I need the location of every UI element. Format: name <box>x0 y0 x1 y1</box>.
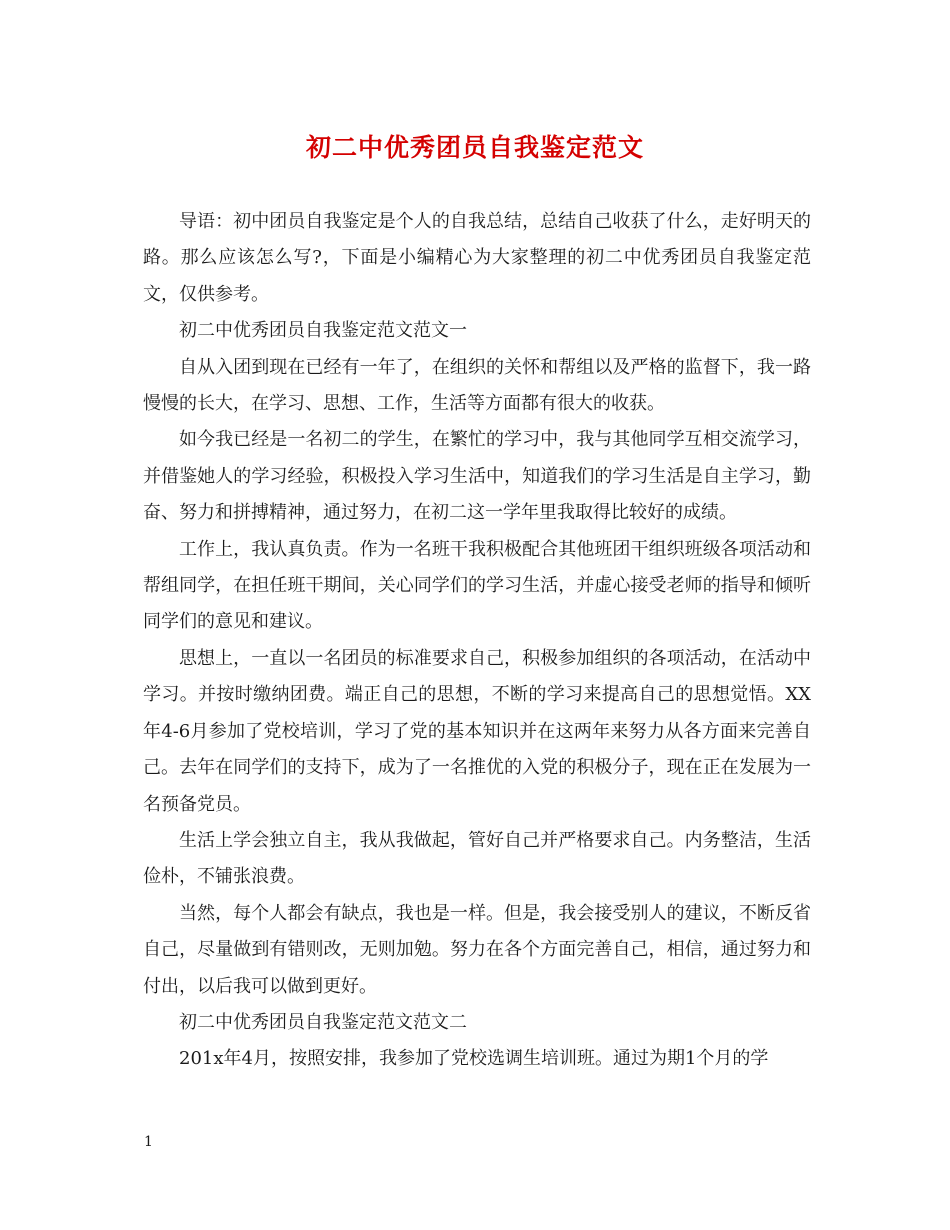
paragraph: 思想上，一直以一名团员的标准要求自己，积极参加组织的各项活动，在活动中学习。并按时缴纳团费。端正自己的思想，不断的学习来提高自己的思想觉悟。XX年4-6月参加了党校培训，学习了党的基本知识并在这两年来努力从各方面来完善自己。去年在同学们的支持下，成为了一名推优的入党的积极分子，现在正在发展为一名预备党员。 <box>143 647 811 815</box>
page-number: 1 <box>144 1134 153 1150</box>
paragraph: 生活上学会独立自主，我从我做起，管好自己并严格要求自己。内务整洁，生活俭朴，不铺张浪费。 <box>143 829 811 888</box>
paragraph: 如今我已经是一名初二的学生，在繁忙的学习中，我与其他同学互相交流学习，并借鉴她人的学习经验，积极投入学习生活中，知道我们的学习生活是自主学习，勤奋、努力和拼搏精神，通过努力，在初二这一学年里我取得比较好的成绩。 <box>143 429 811 524</box>
paragraph: 工作上，我认真负责。作为一名班干我积极配合其他班团干组织班级各项活动和帮组同学，在担任班干期间，关心同学们的学习生活，并虚心接受老师的指导和倾听同学们的意见和建议。 <box>143 538 811 633</box>
paragraph-intro: 导语：初中团员自我鉴定是个人的自我总结，总结自己收获了什么，走好明天的路。那么应该怎么写?，下面是小编精心为大家整理的初二中优秀团员自我鉴定范文，仅供参考。 <box>143 211 811 305</box>
paragraph: 当然，每个人都会有缺点，我也是一样。但是，我会接受别人的建议，不断反省自己，尽量做到有错则改，无则加勉。努力在各个方面完善自己，相信，通过努力和付出，以后我可以做到更好。 <box>143 902 811 997</box>
section-heading-2: 初二中优秀团员自我鉴定范文范文二 <box>179 1011 467 1033</box>
section-heading-1: 初二中优秀团员自我鉴定范文范文一 <box>179 320 467 342</box>
paragraph: 自从入团到现在已经有一年了，在组织的关怀和帮组以及严格的监督下，我一路慢慢的长大，在学习、思想、工作，生活等方面都有很大的收获。 <box>143 356 811 415</box>
document-title: 初二中优秀团员自我鉴定范文 <box>305 133 644 162</box>
paragraph: 201x年4月，按照安排，我参加了党校选调生培训班。通过为期1个月的学 <box>179 1048 769 1070</box>
document-body <box>143 204 811 1078</box>
